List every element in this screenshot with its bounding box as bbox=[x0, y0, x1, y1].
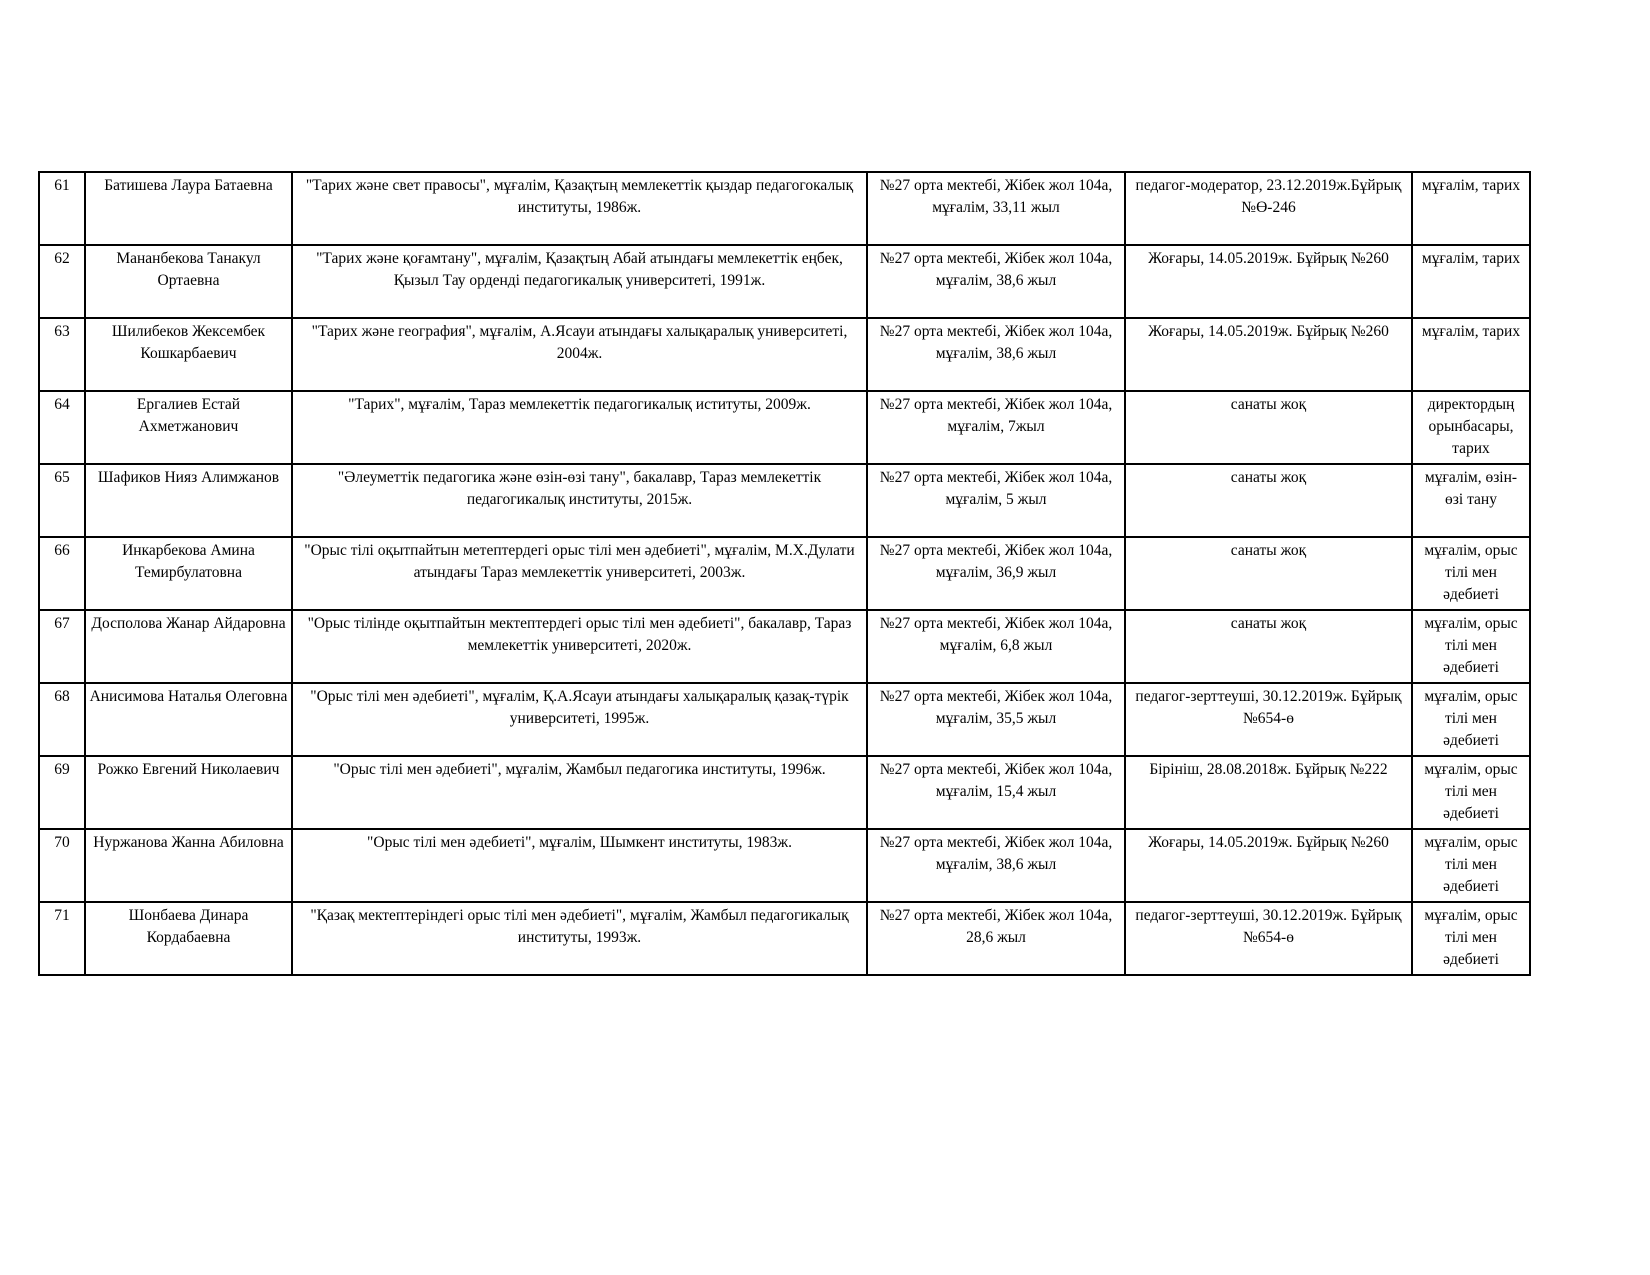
table-row bbox=[39, 391, 1530, 464]
row-number-cell: 69 bbox=[39, 756, 85, 829]
table-row bbox=[39, 245, 1530, 318]
table-row bbox=[39, 464, 1530, 537]
qualification-category-cell: педагог-зерттеуші, 30.12.2019ж. Бұйрық №654-ө bbox=[1125, 683, 1412, 756]
table-row bbox=[39, 902, 1530, 975]
position-cell: мұғалім, орыс тілі мен әдебиеті bbox=[1412, 902, 1530, 975]
position-cell: мұғалім, өзін-өзі тану bbox=[1412, 464, 1530, 537]
row-number-cell: 63 bbox=[39, 318, 85, 391]
row-number-cell: 61 bbox=[39, 172, 85, 245]
row-number-cell: 67 bbox=[39, 610, 85, 683]
workplace-cell: №27 орта мектебі, Жібек жол 104а, 28,6 жыл bbox=[867, 902, 1125, 975]
table-row bbox=[39, 610, 1530, 683]
position-cell: мұғалім, орыс тілі мен әдебиеті bbox=[1412, 829, 1530, 902]
education-cell: "Тарих және свет правосы", мұғалім, Қазақтың мемлекеттік қыздар педагогокалық институты, 1986ж. bbox=[292, 172, 867, 245]
position-cell: мұғалім, тарих bbox=[1412, 245, 1530, 318]
teachers-table bbox=[38, 171, 1531, 976]
row-number-cell: 64 bbox=[39, 391, 85, 464]
education-cell: "Қазақ мектептеріндегі орыс тілі мен әдебиеті", мұғалім, Жамбыл педагогикалық институты, 1993ж. bbox=[292, 902, 867, 975]
education-cell: "Орыс тілінде оқытпайтын мектептердегі орыс тілі мен әдебиеті", бакалавр, Тараз мемлекеттік университеті, 2020ж. bbox=[292, 610, 867, 683]
education-cell: "Тарих және география", мұғалім, А.Ясауи атындағы халықаралық университеті, 2004ж. bbox=[292, 318, 867, 391]
table-row bbox=[39, 537, 1530, 610]
workplace-cell: №27 орта мектебі, Жібек жол 104а, мұғалім, 38,6 жыл bbox=[867, 318, 1125, 391]
position-cell: мұғалім, орыс тілі мен әдебиеті bbox=[1412, 756, 1530, 829]
qualification-category-cell: санаты жоқ bbox=[1125, 464, 1412, 537]
table-row bbox=[39, 756, 1530, 829]
teacher-name-cell: Инкарбекова Амина Темирбулатовна bbox=[85, 537, 292, 610]
table-row bbox=[39, 683, 1530, 756]
row-number-cell: 71 bbox=[39, 902, 85, 975]
row-number-cell: 65 bbox=[39, 464, 85, 537]
workplace-cell: №27 орта мектебі, Жібек жол 104а, мұғалім, 6,8 жыл bbox=[867, 610, 1125, 683]
teacher-name-cell: Мананбекова Танакул Ортаевна bbox=[85, 245, 292, 318]
row-number-cell: 70 bbox=[39, 829, 85, 902]
workplace-cell: №27 орта мектебі, Жібек жол 104а, мұғалім, 36,9 жыл bbox=[867, 537, 1125, 610]
table-row bbox=[39, 172, 1530, 245]
qualification-category-cell: санаты жоқ bbox=[1125, 537, 1412, 610]
teacher-name-cell: Батишева Лаура Батаевна bbox=[85, 172, 292, 245]
workplace-cell: №27 орта мектебі, Жібек жол 104а, мұғалім, 5 жыл bbox=[867, 464, 1125, 537]
qualification-category-cell: санаты жоқ bbox=[1125, 610, 1412, 683]
education-cell: "Тарих", мұғалім, Тараз мемлекеттік педагогикалық иституты, 2009ж. bbox=[292, 391, 867, 464]
workplace-cell: №27 орта мектебі, Жібек жол 104а, мұғалім, 15,4 жыл bbox=[867, 756, 1125, 829]
teachers-table-body bbox=[39, 172, 1530, 975]
workplace-cell: №27 орта мектебі, Жібек жол 104а, мұғалім, 7жыл bbox=[867, 391, 1125, 464]
qualification-category-cell: Жоғары, 14.05.2019ж. Бұйрық №260 bbox=[1125, 829, 1412, 902]
workplace-cell: №27 орта мектебі, Жібек жол 104а, мұғалім, 38,6 жыл bbox=[867, 245, 1125, 318]
qualification-category-cell: педагог-модератор, 23.12.2019ж.Бұйрық №Ө-246 bbox=[1125, 172, 1412, 245]
workplace-cell: №27 орта мектебі, Жібек жол 104а, мұғалім, 33,11 жыл bbox=[867, 172, 1125, 245]
row-number-cell: 66 bbox=[39, 537, 85, 610]
row-number-cell: 62 bbox=[39, 245, 85, 318]
qualification-category-cell: педагог-зерттеуші, 30.12.2019ж. Бұйрық №654-ө bbox=[1125, 902, 1412, 975]
position-cell: директордың орынбасары, тарих bbox=[1412, 391, 1530, 464]
qualification-category-cell: санаты жоқ bbox=[1125, 391, 1412, 464]
position-cell: мұғалім, орыс тілі мен әдебиеті bbox=[1412, 610, 1530, 683]
qualification-category-cell: Жоғары, 14.05.2019ж. Бұйрық №260 bbox=[1125, 318, 1412, 391]
teacher-name-cell: Анисимова Наталья Олеговна bbox=[85, 683, 292, 756]
table-row bbox=[39, 829, 1530, 902]
workplace-cell: №27 орта мектебі, Жібек жол 104а, мұғалім, 38,6 жыл bbox=[867, 829, 1125, 902]
row-number-cell: 68 bbox=[39, 683, 85, 756]
workplace-cell: №27 орта мектебі, Жібек жол 104а, мұғалім, 35,5 жыл bbox=[867, 683, 1125, 756]
teacher-name-cell: Досполова Жанар Айдаровна bbox=[85, 610, 292, 683]
position-cell: мұғалім, тарих bbox=[1412, 172, 1530, 245]
qualification-category-cell: Бірініш, 28.08.2018ж. Бұйрық №222 bbox=[1125, 756, 1412, 829]
position-cell: мұғалім, тарих bbox=[1412, 318, 1530, 391]
teacher-name-cell: Рожко Евгений Николаевич bbox=[85, 756, 292, 829]
education-cell: "Орыс тілі мен әдебиеті", мұғалім, Жамбыл педагогика институты, 1996ж. bbox=[292, 756, 867, 829]
position-cell: мұғалім, орыс тілі мен әдебиеті bbox=[1412, 683, 1530, 756]
position-cell: мұғалім, орыс тілі мен әдебиеті bbox=[1412, 537, 1530, 610]
table-row bbox=[39, 318, 1530, 391]
teacher-name-cell: Шафиков Нияз Алимжанов bbox=[85, 464, 292, 537]
qualification-category-cell: Жоғары, 14.05.2019ж. Бұйрық №260 bbox=[1125, 245, 1412, 318]
education-cell: "Орыс тілі мен әдебиеті", мұғалім, Қ.А.Ясауи атындағы халықаралық қазақ-түрік университеті, 1995ж. bbox=[292, 683, 867, 756]
teacher-name-cell: Шонбаева Динара Кордабаевна bbox=[85, 902, 292, 975]
education-cell: "Тарих және қоғамтану", мұғалім, Қазақтың Абай атындағы мемлекеттік еңбек, Қызыл Тау орденді педагогикалық университеті, 1991ж. bbox=[292, 245, 867, 318]
teacher-name-cell: Нуржанова Жанна Абиловна bbox=[85, 829, 292, 902]
education-cell: "Әлеуметтік педагогика және өзін-өзі тану", бакалавр, Тараз мемлекеттік педагогикалық институты, 2015ж. bbox=[292, 464, 867, 537]
teacher-name-cell: Шилибеков Жексембек Кошкарбаевич bbox=[85, 318, 292, 391]
education-cell: "Орыс тілі оқытпайтын метептердегі орыс тілі мен әдебиеті", мұғалім, М.Х.Дулати атындағы Тараз мемлекеттік университеті, 2003ж. bbox=[292, 537, 867, 610]
teacher-name-cell: Ергалиев Естай Ахметжанович bbox=[85, 391, 292, 464]
education-cell: "Орыс тілі мен әдебиеті", мұғалім, Шымкент институты, 1983ж. bbox=[292, 829, 867, 902]
